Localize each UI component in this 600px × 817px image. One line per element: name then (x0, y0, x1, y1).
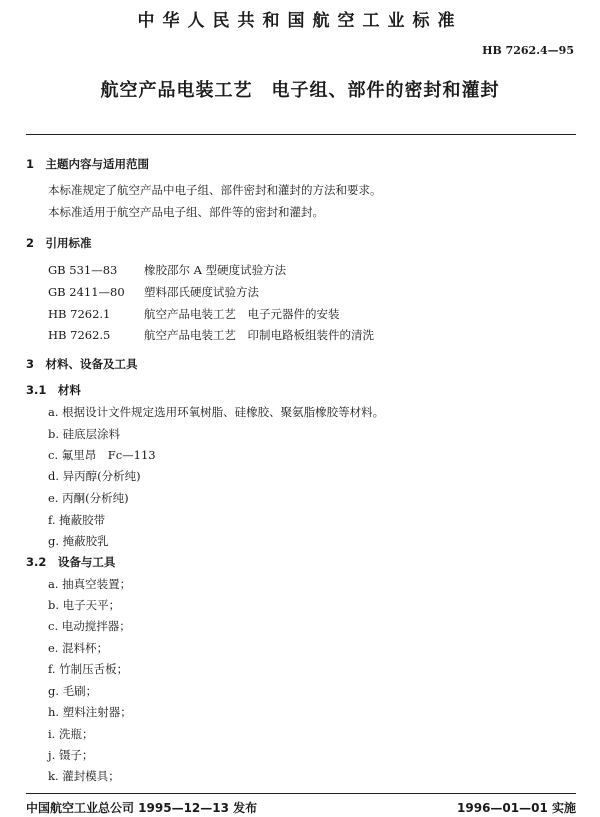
section-1-para-1: 本标准规定了航空产品中电子组、部件密封和灌封的方法和要求。 (48, 183, 382, 197)
reference-code: GB 531—83 (48, 263, 118, 277)
tool-item: h. 塑料注射器； (48, 705, 132, 719)
tool-item: c. 电动搅拌器； (48, 619, 131, 633)
reference-title: 橡胶邵尔 A 型硬度试验方法 (144, 263, 287, 277)
footer-divider (26, 793, 576, 794)
reference-item (48, 262, 286, 278)
material-item: e. 丙酮(分析纯) (48, 491, 129, 505)
reference-code: GB 2411—80 (48, 285, 125, 299)
section-3-heading: 3 材料、设备及工具 (26, 357, 138, 371)
tool-item: e. 混料杯； (48, 641, 109, 655)
title-divider (26, 134, 576, 135)
tool-item: i. 洗瓶； (48, 727, 94, 741)
standard-code: HB 7262.4—95 (482, 44, 574, 57)
material-item: b. 硅底层涂料 (48, 427, 121, 441)
reference-code: HB 7262.1 (48, 307, 111, 321)
material-item: g. 掩蔽胶乳 (48, 534, 109, 548)
effective-date: 1996—01—01 实施 (457, 801, 576, 815)
reference-item (48, 327, 374, 343)
material-item: f. 掩蔽胶带 (48, 513, 106, 527)
tool-item: g. 毛刷； (48, 684, 98, 698)
section-1-heading: 1 主题内容与适用范围 (26, 157, 150, 171)
issue-info: 中国航空工业总公司 1995—12—13 发布 (26, 801, 258, 815)
tool-item: a. 抽真空装置； (48, 577, 132, 591)
reference-item (48, 306, 340, 322)
document-title: 航空产品电装工艺 电子组、部件的密封和灌封 (100, 80, 500, 101)
tool-item: j. 镊子； (48, 748, 94, 762)
section-2-heading: 2 引用标准 (26, 236, 92, 250)
section-3-1-heading: 3.1 材料 (26, 383, 81, 397)
reference-title: 航空产品电装工艺 印制电路板组装件的清洗 (144, 328, 374, 342)
standard-body-title: 中华人民共和国航空工业标准 (137, 11, 463, 31)
tool-item: b. 电子天平； (48, 598, 121, 612)
reference-title: 塑料邵氏硬度试验方法 (144, 285, 259, 299)
reference-item (48, 284, 259, 300)
reference-code: HB 7262.5 (48, 328, 111, 342)
section-3-2-heading: 3.2 设备与工具 (26, 555, 116, 569)
tool-item: f. 竹制压舌板； (48, 662, 129, 676)
material-item: a. 根据设计文件规定选用环氧树脂、硅橡胶、聚氨脂橡胶等材料。 (48, 405, 385, 419)
material-item: c. 氟里昂 Fc—113 (48, 448, 156, 462)
reference-title: 航空产品电装工艺 电子元器件的安装 (144, 307, 340, 321)
section-1-para-2: 本标准适用于航空产品电子组、部件等的密封和灌封。 (48, 205, 324, 219)
tool-item: k. 灌封模具； (48, 769, 120, 783)
material-item: d. 异丙醇(分析纯) (48, 469, 141, 483)
